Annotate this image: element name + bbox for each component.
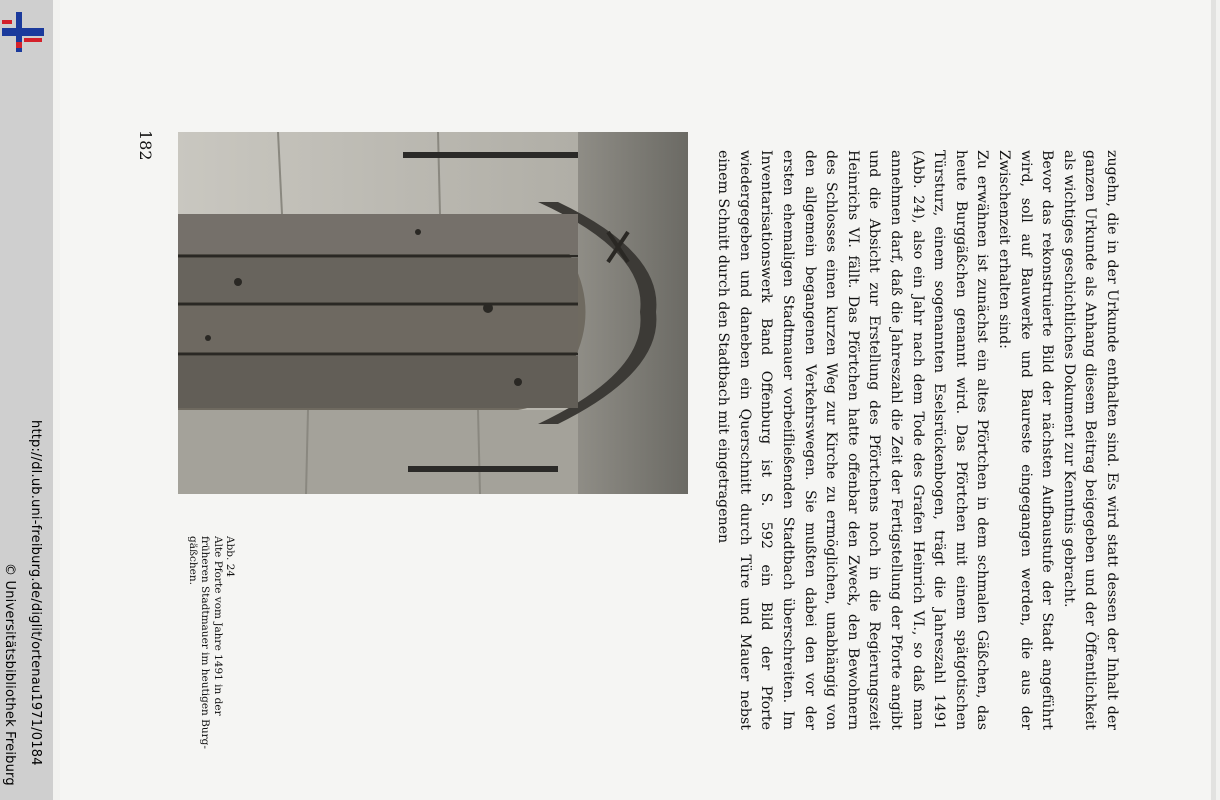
caption-label: Abb. 24 xyxy=(224,536,236,578)
page-edge xyxy=(1211,0,1216,800)
copyright-notice: © Universitätsbibliothek Freiburg xyxy=(2,563,17,786)
paragraph-3: Zu erwähnen ist zunächst ein altes Pförtchen in dem schmalen Gäßchen, das heute Burggäßchen genannt wird. Das Pförtchen mit einem spätgotischen Türsturz, einem sogenannten Eselsrückenbogen, trägt die Jahreszahl 1491 (Abb. 24), also ein Jahr nach dem Tode des Grafen Heinrich VI., so daß man annehmen darf, daß die Jahreszahl die Zeit der Fertigstellung der Pforte angibt und die Absicht zur Erstellung des Pförtchens noch in die Regierungszeit Heinrichs VI. fällt. Das Pförtchen hatte offenbar den Zweck, den Bewohnern des Schlosses einen kurzen Weg zur Kirche zu ermöglichen, unabhängig von den allgemein begangenen Verkehrswegen. Sie mußten dabei den vor der ersten ehemaligen Stadtmauer vorbeifließenden Stadtbach überschreiten. Im Inventarisationswerk Band Offenburg ist S. 592 ein Bild der Pforte wiedergegeben und daneben ein Querschnitt durch Türe und Mauer nebst einem Schnitt durch den Stadtbach mit eingetragenen xyxy=(715,150,991,730)
paragraph-1: zugehn, die in der Urkunde enthalten sind. Es wird statt dessen der Inhalt der ganzen Urkunde als Anhang diesem Beitrag beigegeben und der Öffentlichkeit als wichtiges geschichtliches Dokument zur Kenntnis gebracht. xyxy=(1060,150,1120,730)
caption-line-1: Alte Pforte vom Jahre 1491 in der xyxy=(211,536,224,716)
caption-line-3: gäßchen. xyxy=(186,536,199,585)
door-photo-drawing xyxy=(178,132,688,494)
page-number: 182 xyxy=(136,130,155,161)
source-url[interactable]: http://dl.ub.uni-freiburg.de/diglit/ortenau1971/0184 xyxy=(28,420,43,766)
viewer-sidebar xyxy=(0,0,53,800)
ub-freiburg-logo-icon xyxy=(2,12,44,52)
paragraph-2: Bevor das rekonstruierte Bild der nächsten Aufbaustufe der Stadt angeführt wird, soll auf Bauwerke und Baureste eingegangen werden, die aus der Zwischenzeit erhalten sind: xyxy=(996,150,1056,730)
caption-line-2: früheren Stadtmauer im heutigen Burg- xyxy=(199,536,212,749)
door-photograph xyxy=(178,132,688,494)
body-text xyxy=(712,150,1122,730)
figure-caption xyxy=(186,536,236,756)
